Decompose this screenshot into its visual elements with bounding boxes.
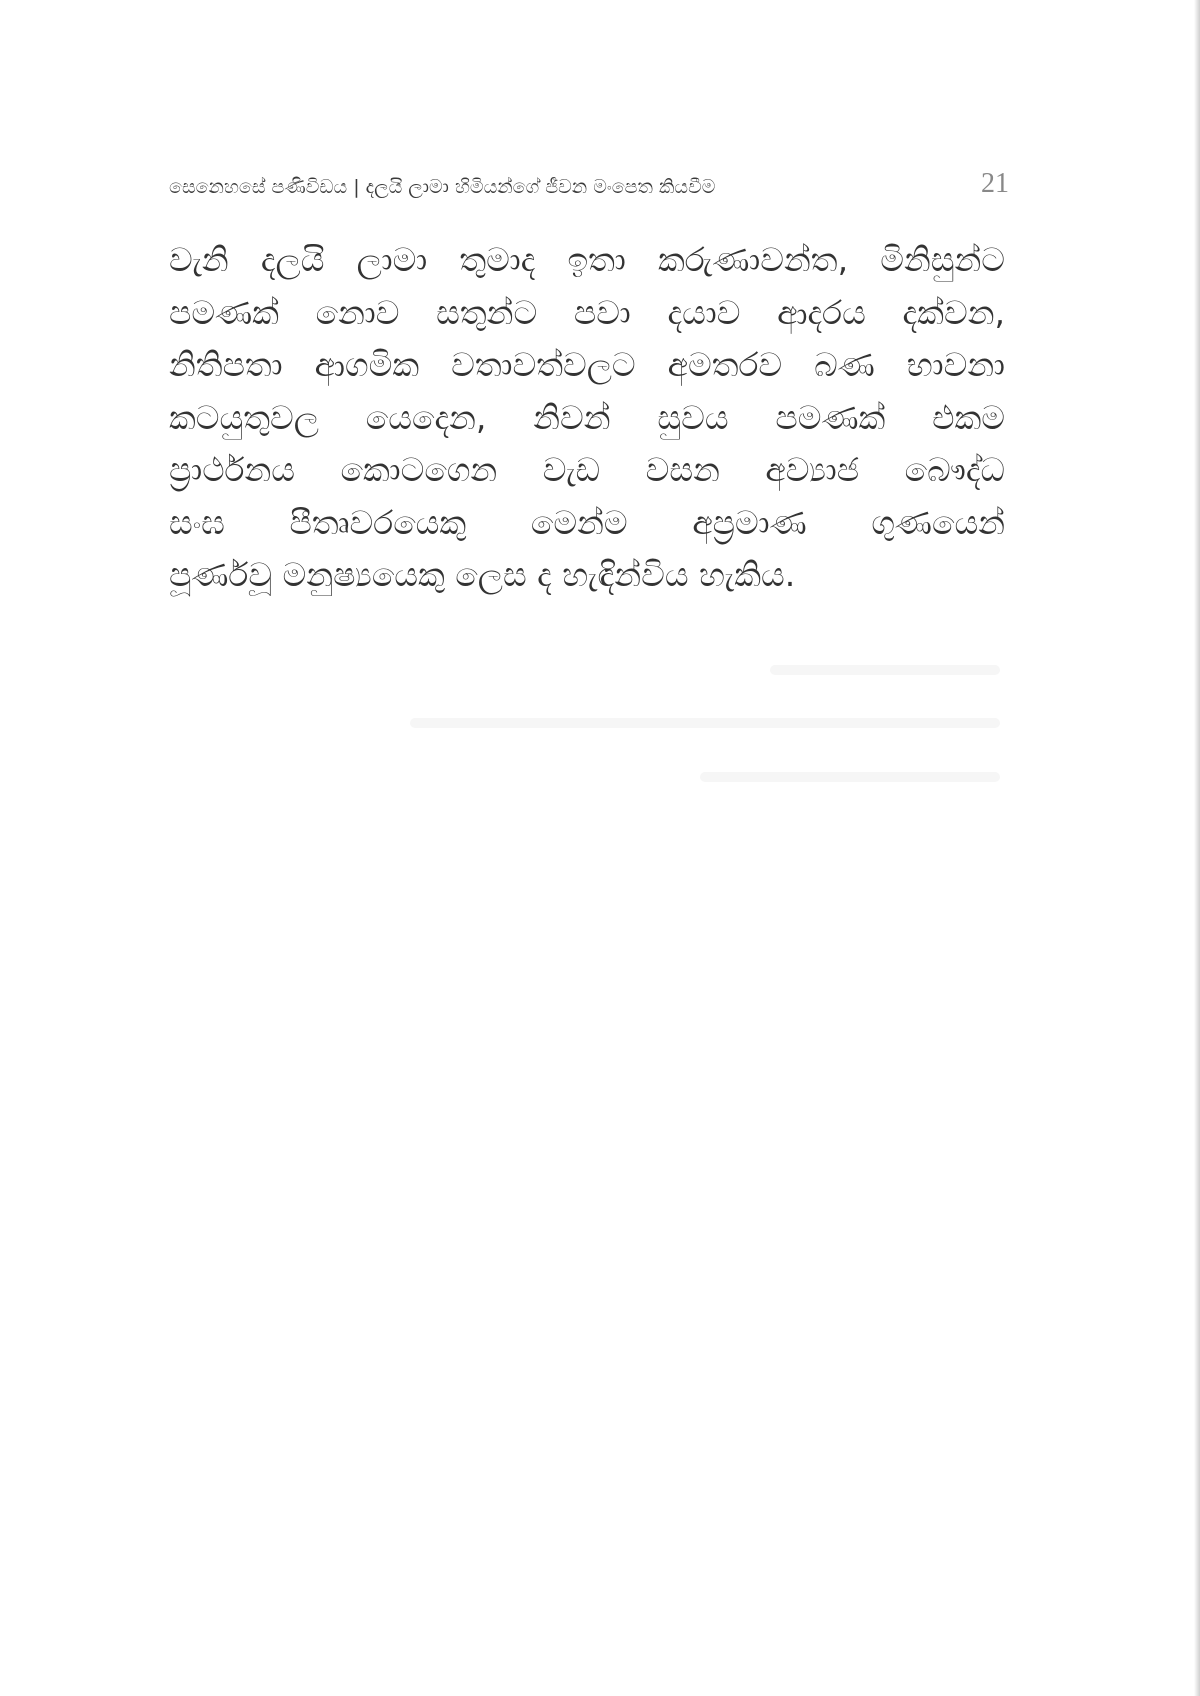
body-line: කටයුතුවල යෙදෙන, නිවන් සුවය පමණක් එකම [169, 397, 1005, 437]
body-line: පූර්ණවූ මනුෂ්‍යයෙකු ලෙස ද හැඳින්විය හැකිය. [169, 555, 796, 594]
page-number: 21 [981, 168, 1009, 199]
page-edge [1194, 0, 1200, 1696]
body-line: පමණක් නොව සතුන්ට පවා දයාව ආදරය දක්වන, [169, 292, 1005, 332]
show-through-mark [410, 718, 1000, 728]
body-line: නිතිපතා ආගමික වතාවත්වලට අමතරව බණ භාවනා [169, 345, 1005, 384]
body-line: සංඝ පීතෘවරයෙකු මෙන්ම අප්‍රමාණ ගුණයෙන් [169, 502, 1005, 542]
body-paragraph [169, 234, 1005, 602]
body-line: ප්‍රාර්ථනය කොටගෙන වැඩ වසන අව්‍යාජ බෞද්ධ [169, 450, 1005, 489]
running-title: සෙනෙහසේ පණිවිඩය | දලයි ලාමා හිමියන්ගේ ජීවන මංපෙත කියවීම [169, 176, 716, 198]
show-through-mark [700, 772, 1000, 782]
running-header [169, 168, 1009, 204]
show-through-mark [770, 665, 1000, 675]
body-line: වැනි දලයි ලාමා තුමාද ඉතා කරුණාවන්ත, මිනිසුන්ට [169, 240, 1005, 279]
